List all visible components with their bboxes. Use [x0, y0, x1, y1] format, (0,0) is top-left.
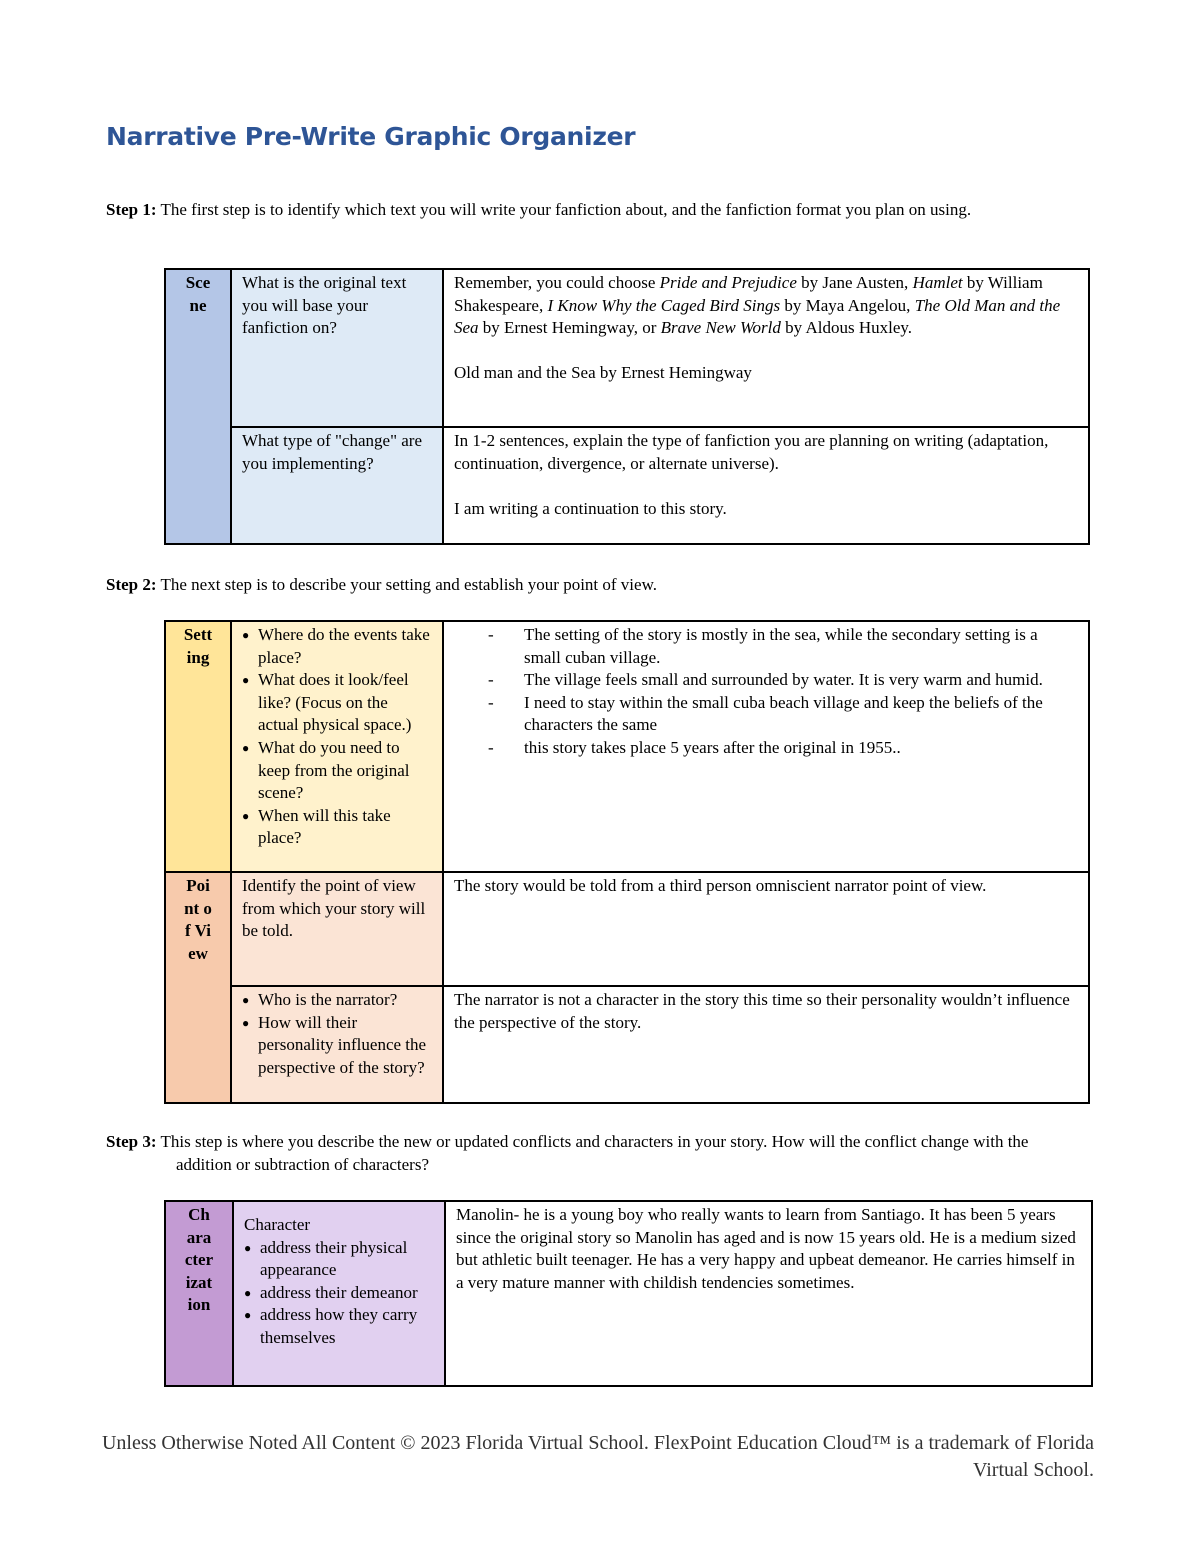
pov-question-item: ● Who is the narrator? — [242, 989, 432, 1012]
step-3-label: Step 3: — [106, 1132, 157, 1151]
pov-row-identify — [165, 872, 1089, 986]
scene-answer-change-type[interactable] — [443, 427, 1089, 544]
scene-question-original-text: What is the original text you will base your fanfiction on? — [231, 269, 443, 427]
step-2-label: Step 2: — [106, 575, 157, 594]
pov-answer-identify[interactable]: The story would be told from a third person omniscient narrator point of view. — [443, 872, 1089, 986]
scene-response-change-type: I am writing a continuation to this story. — [454, 498, 727, 518]
pov-question-item: ● How will their personality influence the perspective of the story? — [242, 1012, 432, 1080]
characterization-question-item: ● address their demeanor — [244, 1282, 434, 1305]
copyright-footer: Unless Otherwise Noted All Content © 2023 Florida Virtual School. FlexPoint Education Cloud™ is a trademark of Florida Virtual School. — [101, 1432, 1094, 1481]
setting-answer-item: - I need to stay within the small cuba beach village and keep the beliefs of the characters the same — [454, 692, 1078, 737]
characterization-question-item: ● address how they carry themselves — [244, 1304, 434, 1349]
setting-answer-item: - The setting of the story is mostly in the sea, while the secondary setting is a small cuban village. — [454, 624, 1078, 669]
setting-pov-table — [164, 620, 1090, 1104]
setting-section-label: Setting — [165, 621, 231, 872]
step-1-text: The first step is to identify which text you will write your fanfiction about, and the fanfiction format you plan on using. — [156, 200, 972, 219]
setting-row — [165, 621, 1089, 872]
scene-table — [164, 268, 1090, 545]
pov-section-label: Point of View — [165, 872, 231, 1103]
scene-prompt-original-text: Remember, you could choose Pride and Prejudice by Jane Austen, Hamlet by William Shakespeare, I Know Why the Caged Bird Sings by Maya Angelou, The Old Man and the Sea by Ernest Hemingway, or Brave New World by Aldous Huxley. — [454, 273, 1061, 338]
setting-question-item: ● What does it look/feel like? (Focus on the actual physical space.) — [242, 669, 432, 737]
step-2-text: The next step is to describe your setting and establish your point of view. — [156, 575, 657, 594]
characterization-heading: Character — [244, 1215, 311, 1234]
characterization-table — [164, 1200, 1093, 1387]
characterization-row — [165, 1201, 1092, 1386]
scene-section-label: Scene — [165, 269, 231, 544]
scene-response-original-text: Old man and the Sea by Ernest Hemingway — [454, 363, 752, 383]
characterization-question-item: ● address their physical appearance — [244, 1237, 434, 1282]
pov-question-identify: Identify the point of view from which your story will be told. — [231, 872, 443, 986]
scene-prompt-change-type: In 1-2 sentences, explain the type of fanfiction you are planning on writing (adaptation, continuation, divergence, or alternate universe). — [454, 431, 1049, 473]
setting-question-item: ● Where do the events take place? — [242, 624, 432, 669]
pov-questions-narrator — [231, 986, 443, 1103]
step-3-instructions — [106, 1130, 1066, 1176]
setting-answers[interactable] — [443, 621, 1089, 872]
step-1-instructions — [106, 198, 1066, 221]
setting-questions — [231, 621, 443, 872]
characterization-answer[interactable]: Manolin- he is a young boy who really wants to learn from Santiago. It has been 5 years since the original story so Manolin has aged and is now 15 years old. He is a medium sized but athletic built teenager. He has a very happy and upbeat demeanor. He carries himself in a very mature manner with childish tendencies sometimes. — [445, 1201, 1092, 1386]
characterization-section-label: Characterization — [165, 1201, 233, 1386]
characterization-questions — [233, 1201, 445, 1386]
pov-answer-narrator[interactable]: The narrator is not a character in the story this time so their personality wouldn’t influence the perspective of the story. — [443, 986, 1089, 1103]
scene-question-change-type: What type of "change" are you implementing? — [231, 427, 443, 544]
step-3-text: This step is where you describe the new or updated conflicts and characters in your story. How will the conflict change with the addition or subtraction of characters? — [156, 1132, 1029, 1174]
scene-row-change-type — [165, 427, 1089, 544]
step-1-label: Step 1: — [106, 200, 157, 219]
scene-answer-original-text[interactable] — [443, 269, 1089, 427]
page-title: Narrative Pre-Write Graphic Organizer — [106, 122, 636, 151]
setting-answer-item: - this story takes place 5 years after the original in 1955.. — [454, 737, 1078, 760]
step-2-instructions — [106, 573, 1066, 596]
setting-question-item: ● When will this take place? — [242, 805, 432, 850]
setting-question-item: ● What do you need to keep from the original scene? — [242, 737, 432, 805]
scene-row-original-text — [165, 269, 1089, 427]
pov-row-narrator — [165, 986, 1089, 1103]
setting-answer-item: - The village feels small and surrounded by water. It is very warm and humid. — [454, 669, 1078, 692]
